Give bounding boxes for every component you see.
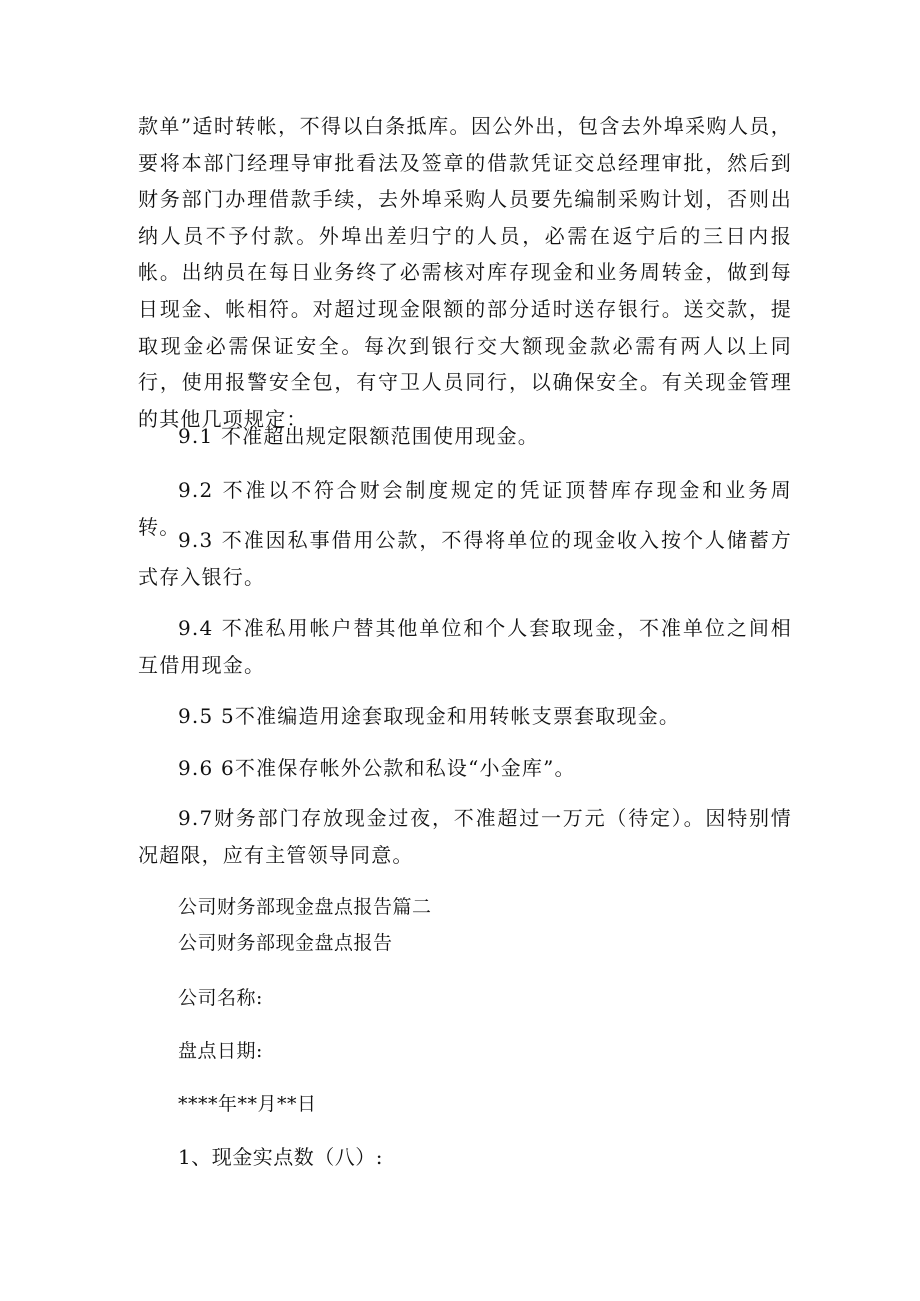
rule-9-6: 9.6 6不准保存帐外公款和私设“小金库”。 <box>178 756 576 780</box>
item-1-cash-count: 1、现金实点数（八）: <box>178 1145 383 1169</box>
rule-9-7: 9.7财务部门存放现金过夜，不准超过一万元（待定）。因特别情况超限，应有主管领导同意。 <box>138 806 792 867</box>
rule-9-3: 9.3 不准因私事借用公款，不得将单位的现金收入按个人储蓄方式存入银行。 <box>138 528 792 589</box>
company-name-label: 公司名称: <box>178 987 263 1009</box>
rule-9-2: 9.2 不准以不符合财会制度规定的凭证顶替库存现金和业务周转。 <box>138 478 792 539</box>
section-title: 公司财务部现金盘点报告篇二 <box>178 896 432 918</box>
paragraph-cash-rules-intro: 款单”适时转帐，不得以白条抵库。因公外出，包含去外埠采购人员，要将本部门经理导审批看法及签章的借款凭证交总经理审批，然后到财务部门办理借款手续，去外埠采购人员要先编制采购计划，否则出纳人员不予付款。外埠出差归宁的人员，必需在返宁后的三日内报帐。出纳员在每日业务终了必需核对库存现金和业务周转金，做到每日现金、帐相符。对超过现金限额的部分适时送存银行。送交款，提取现金必需保证安全。每次到银行交大额现金款必需有两人以上同行，使用报警安全包，有守卫人员同行，以确保安全。有关现金管理的其他几项规定： <box>138 114 792 431</box>
rule-9-5: 9.5 5不准编造用途套取现金和用转帐支票套取现金。 <box>178 704 681 728</box>
date-placeholder: ****年**月**日 <box>178 1093 317 1115</box>
rule-9-4: 9.4 不准私用帐户替其他单位和个人套取现金，不准单位之间相互借用现金。 <box>138 616 792 677</box>
rule-9-1: 9.1 不准超出规定限额范围使用现金。 <box>178 424 539 448</box>
count-date-label: 盘点日期: <box>178 1040 263 1062</box>
report-title: 公司财务部现金盘点报告 <box>178 932 393 954</box>
